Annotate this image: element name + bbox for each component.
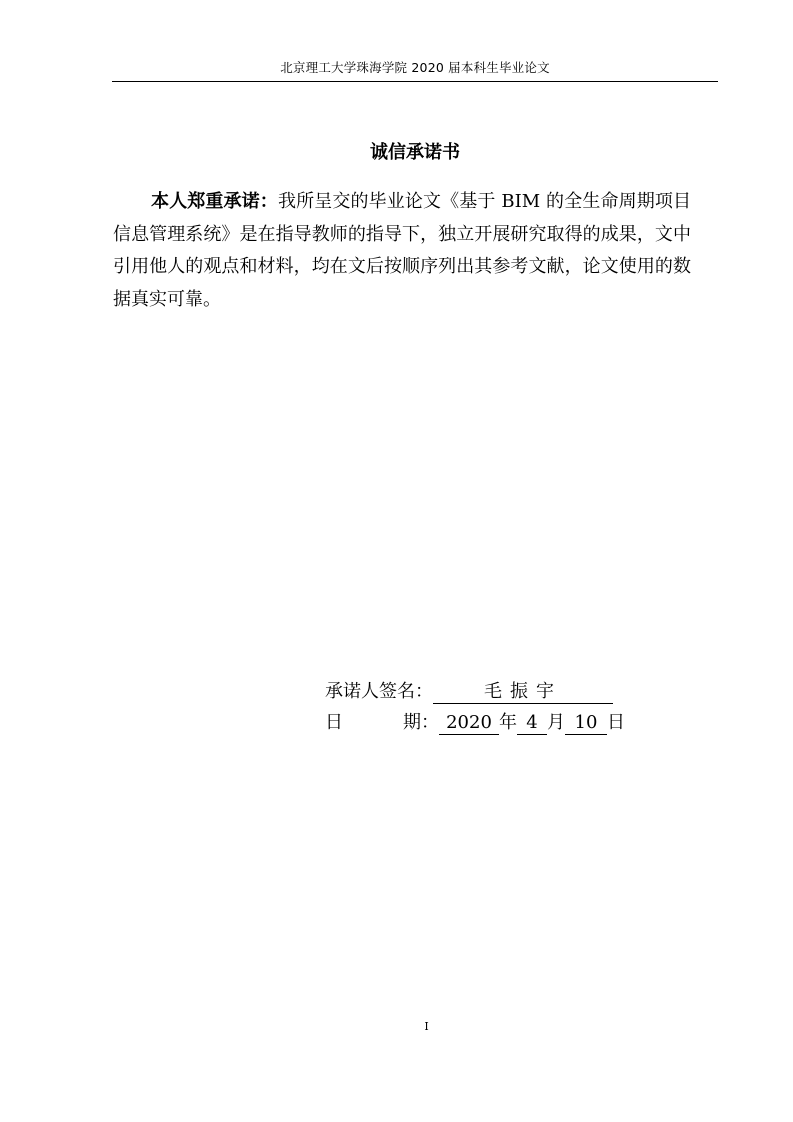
signature-line: [325, 677, 613, 704]
header-divider: [112, 81, 718, 82]
pledge-lead: 本人郑重承诺：: [151, 191, 278, 212]
date-label-right: 期：: [403, 712, 439, 733]
date-month: 4: [517, 712, 547, 735]
signer-label: 承诺人签名：: [325, 681, 433, 702]
date-label-left: 日: [325, 712, 343, 733]
page-header: 北京理工大学珠海学院 2020 届本科生毕业论文: [280, 60, 550, 75]
date-year: 2020: [439, 712, 499, 735]
date-day: 10: [565, 712, 607, 735]
month-unit: 月: [547, 712, 565, 733]
pledge-paragraph: [113, 186, 691, 316]
page-number: I: [424, 1020, 429, 1033]
page-title: 诚信承诺书: [370, 142, 460, 163]
day-unit: 日: [607, 712, 625, 733]
date-line: [325, 708, 625, 735]
pledge-text: 我所呈交的毕业论文《基于 BIM 的全生命周期项目信息管理系统》是在指导教师的指导下，独立开展研究取得的成果，文中引用他人的观点和材料，均在文后按顺序列出其参考文献，论文使用的数据真实可靠。: [113, 191, 691, 310]
year-unit: 年: [499, 712, 517, 733]
signer-name: 毛振宇: [433, 681, 613, 704]
